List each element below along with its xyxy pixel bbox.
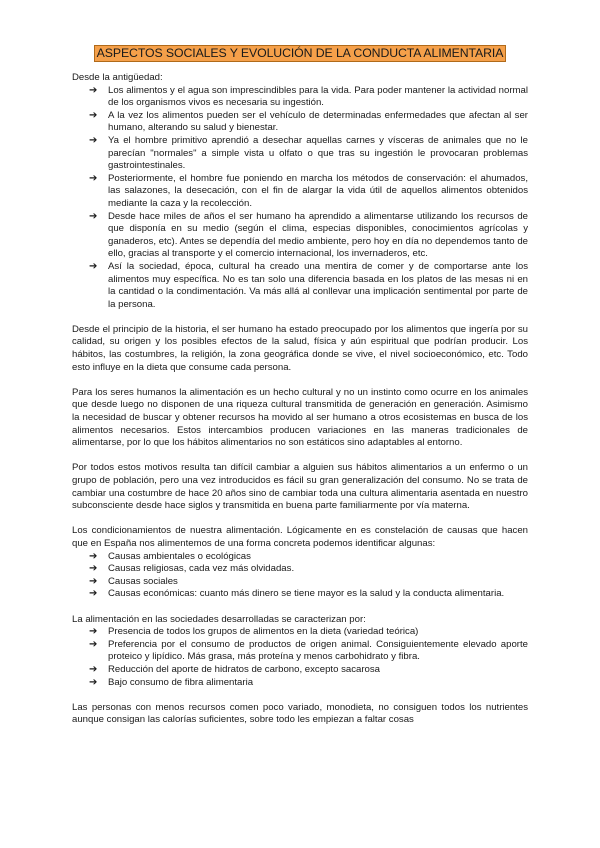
list-item: ➔ Desde hace miles de años el ser humano ha aprendido a alimentarse utilizando los recursos de que disponía en su medio (según el clima, especias disponibles, conocimientos agrícolas y ganaderos, etc). Antes se dependía del medio ambiente, pero hoy en día no dependemos tanto de ello, gracias al transporte y el comercio internacional, los invernaderos, etc. — [89, 210, 528, 260]
arrow-icon: ➔ — [89, 84, 98, 96]
arrow-icon: ➔ — [89, 588, 98, 600]
title-container — [0, 44, 600, 62]
arrow-icon: ➔ — [89, 260, 98, 272]
arrow-icon: ➔ — [89, 638, 98, 650]
list-item: ➔ Preferencia por el consumo de productos de origen animal. Consiguientemente elevado aporte proteico y lipídico. Más grasa, más proteína y menos carbohidrato y fibra. — [89, 638, 528, 663]
paragraph-habits: Por todos estos motivos resulta tan difícil cambiar a alguien sus hábitos alimentarios a un enfermo o un grupo de población, pero una vez introducidos es fácil su gran generalización del consumo. No se trata de cambiar una costumbre de hace 20 años sino de cambiar toda una cultura alimentaria asentada en nuestro subconsciente desde hace siglos y transmitida en buena parte familiarmente por vía materna. — [72, 462, 528, 512]
causes-list — [72, 551, 528, 601]
intro-list — [72, 85, 528, 312]
list-item: ➔ Presencia de todos los grupos de alimentos en la dieta (variedad teórica) — [89, 626, 419, 638]
paragraph-conditioning: Los condicionamientos de nuestra alimentación. Lógicamente en es constelación de causas que hacen que en España nos alimentemos de una forma concreta podemos identificar algunas: — [72, 525, 528, 549]
intro-line: Desde la antigüedad: — [72, 72, 163, 83]
list-item: ➔ A la vez los alimentos pueden ser el vehículo de determinadas enfermedades que afectan al ser humano, alterando su salud y bienestar. — [89, 109, 528, 134]
list-item: ➔ Ya el hombre primitivo aprendió a desechar aquellas carnes y vísceras de animales que no le parecían "normales" a simple vista u olfato o que tras su ingestión le provocaran problemas gastrointestinales. — [89, 134, 528, 172]
paragraph-history: Desde el principio de la historia, el ser humano ha estado preocupado por los alimentos que ingería por su calidad, su origen y los posibles efectos de la salud, física y aún espiritual que podrían producir. Los hábitos, las costumbres, la religión, la zona geográfica donde se vive, el nivel socioeconómico, etc. Todo esto influye en la dieta que consume cada persona. — [72, 323, 528, 373]
list-item: ➔ Los alimentos y el agua son imprescindibles para la vida. Para poder mantener la actividad normal de los organismos vivos es necesaria su ingestión. — [89, 84, 528, 109]
list-item: ➔ Así la sociedad, época, cultural ha creado una mentira de comer y de comportarse ante los alimentos muy específica. No es tan solo una diferencia basada en los platos de las mesas ni en la cantidad o la condimentación. Va más allá al conllevar una implicación sentimental por parte de la persona. — [89, 260, 528, 310]
arrow-icon: ➔ — [89, 109, 98, 121]
arrow-icon: ➔ — [89, 563, 98, 575]
list-item: ➔ Causas ambientales o ecológicas — [89, 550, 251, 562]
arrow-icon: ➔ — [89, 575, 98, 587]
arrow-icon: ➔ — [89, 550, 98, 562]
features-list — [72, 626, 528, 689]
arrow-icon: ➔ — [89, 663, 98, 675]
paragraph-culture: Para los seres humanos la alimentación es un hecho cultural y no un instinto como ocurre en los animales que desde luego no disponen de una riqueza cultural transmitida de generación en generación. Asimismo la necesidad de buscar y obtener recursos ha movido al ser humano a otros ecosistemas en busca de los alimentos necesarios. Estos intercambios producen variaciones en las maneras tradicionales de alimentarse, por lo que los hábitos alimentarios no son estáticos sino adaptables al entorno. — [72, 386, 528, 449]
arrow-icon: ➔ — [89, 676, 98, 688]
document-body — [72, 72, 528, 727]
arrow-icon: ➔ — [89, 210, 98, 222]
list-item: ➔ Reducción del aporte de hidratos de carbono, excepto sacarosa — [89, 663, 380, 675]
list-item: ➔ Bajo consumo de fibra alimentaria — [89, 676, 254, 688]
list-item: ➔ Posteriormente, el hombre fue poniendo en marcha los métodos de conservación: el ahumados, las salazones, la desecación, con el fin de alargar la vida útil de aquellos alimentos obtenidos mediante la caza y la recolección. — [89, 172, 528, 209]
page-title: ASPECTOS SOCIALES Y EVOLUCIÓN DE LA CONDUCTA ALIMENTARIA — [94, 45, 507, 62]
paragraph-low-resources: Las personas con menos recursos comen poco variado, monodieta, no consiguen todos los nutrientes aunque consigan las calorías suficientes, sobre todo les empiezan a faltar cosas — [72, 701, 528, 726]
list-item: ➔ Causas económicas: cuanto más dinero se tiene mayor es la salud y la conducta alimentaria. — [89, 588, 505, 600]
arrow-icon: ➔ — [89, 172, 98, 184]
arrow-icon: ➔ — [89, 626, 98, 638]
list-item: ➔ Causas religiosas, cada vez más olvidadas. — [89, 563, 295, 575]
list-item: ➔ Causas sociales — [89, 575, 178, 587]
paragraph-developed: La alimentación en las sociedades desarrolladas se caracterizan por: — [72, 613, 366, 625]
arrow-icon: ➔ — [89, 134, 98, 146]
